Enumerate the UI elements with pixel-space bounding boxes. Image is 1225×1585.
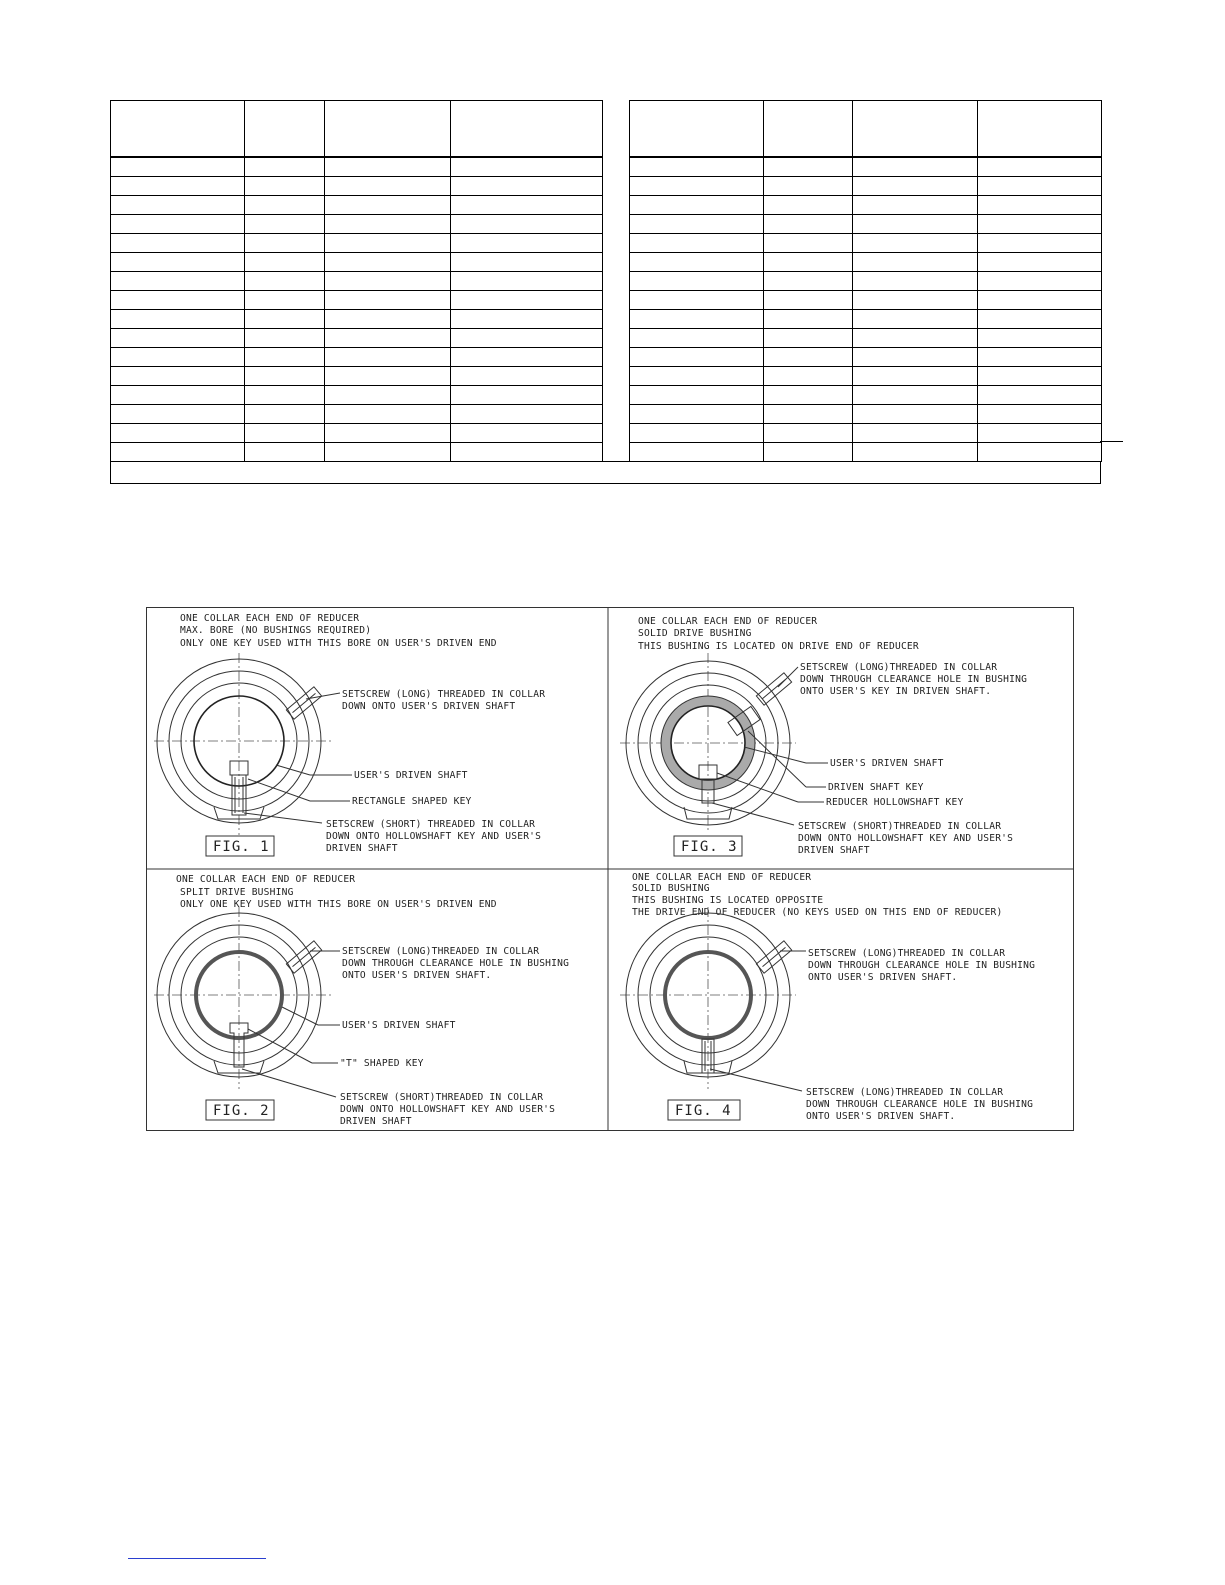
table-cell bbox=[978, 157, 1102, 177]
table-cell bbox=[451, 367, 603, 386]
table-cell bbox=[325, 310, 451, 329]
table-header-cell bbox=[978, 101, 1102, 158]
table-row bbox=[630, 253, 1102, 272]
table-cell bbox=[764, 253, 853, 272]
table-row bbox=[111, 348, 603, 367]
table-cell bbox=[978, 234, 1102, 253]
fig3-callout-short-setscrew-1: SETSCREW (SHORT)THREADED IN COLLAR bbox=[798, 821, 1002, 832]
fig2-callout-short-setscrew-3: DRIVEN SHAFT bbox=[340, 1116, 412, 1127]
table-cell bbox=[630, 367, 764, 386]
table-cell bbox=[630, 310, 764, 329]
fig4-callout-long-setscrew-a-3: ONTO USER'S DRIVEN SHAFT. bbox=[808, 972, 958, 983]
fig2-callout-t-key: "T" SHAPED KEY bbox=[340, 1058, 424, 1069]
table-row bbox=[630, 177, 1102, 196]
table-cell bbox=[325, 291, 451, 310]
table-cell bbox=[325, 157, 451, 177]
fig4-callout-long-setscrew-b-3: ONTO USER'S DRIVEN SHAFT. bbox=[806, 1111, 956, 1122]
table-cell bbox=[325, 443, 451, 462]
table-row bbox=[630, 196, 1102, 215]
table-cell bbox=[111, 424, 245, 443]
table-cell bbox=[245, 196, 325, 215]
table-cell bbox=[111, 234, 245, 253]
table-cell bbox=[451, 215, 603, 234]
table-cell bbox=[853, 291, 978, 310]
table-cell bbox=[245, 424, 325, 443]
fig2-label: FIG. 2 bbox=[213, 1103, 270, 1119]
table-cell bbox=[630, 424, 764, 443]
table-cell bbox=[630, 443, 764, 462]
table-cell bbox=[111, 177, 245, 196]
table-cell bbox=[978, 253, 1102, 272]
table-cell bbox=[111, 196, 245, 215]
table-row bbox=[630, 310, 1102, 329]
table-row bbox=[630, 348, 1102, 367]
blank-table-right bbox=[629, 100, 1102, 462]
fig4-callout-long-setscrew-a-2: DOWN THROUGH CLEARANCE HOLE IN BUSHING bbox=[808, 960, 1036, 971]
table-cell bbox=[764, 367, 853, 386]
table-cell bbox=[111, 329, 245, 348]
fig4-callout-long-setscrew-b-1: SETSCREW (LONG)THREADED IN COLLAR bbox=[806, 1087, 1004, 1098]
table-header-cell bbox=[853, 101, 978, 158]
table-cell bbox=[111, 215, 245, 234]
table-cell bbox=[853, 348, 978, 367]
fig3-callout-short-setscrew-2: DOWN ONTO HOLLOWSHAFT KEY AND USER'S bbox=[798, 833, 1014, 844]
table-cell bbox=[764, 329, 853, 348]
table-cell bbox=[978, 215, 1102, 234]
table-cell bbox=[325, 386, 451, 405]
fig3-callout-short-setscrew-3: DRIVEN SHAFT bbox=[798, 845, 870, 856]
table-cell bbox=[245, 291, 325, 310]
table-cell bbox=[245, 234, 325, 253]
table-cell bbox=[451, 196, 603, 215]
table-cell bbox=[111, 157, 245, 177]
table-cell bbox=[978, 329, 1102, 348]
table-cell bbox=[853, 310, 978, 329]
fig2-header-line-2: SPLIT DRIVE BUSHING bbox=[180, 887, 294, 898]
table-row bbox=[630, 234, 1102, 253]
table-cell bbox=[451, 424, 603, 443]
table-cell bbox=[764, 443, 853, 462]
table-cell bbox=[978, 177, 1102, 196]
table-cell bbox=[325, 405, 451, 424]
table-row bbox=[111, 386, 603, 405]
fig1-callout-rectangle-key: RECTANGLE SHAPED KEY bbox=[352, 796, 472, 807]
fig3-header-line-3: THIS BUSHING IS LOCATED ON DRIVE END OF REDUCER bbox=[638, 641, 919, 652]
table-cell bbox=[764, 291, 853, 310]
table-row bbox=[111, 196, 603, 215]
fig2-header-line-1: ONE COLLAR EACH END OF REDUCER bbox=[176, 874, 356, 885]
table-cell bbox=[764, 310, 853, 329]
fig2-callout-long-setscrew-1: SETSCREW (LONG)THREADED IN COLLAR bbox=[342, 946, 540, 957]
table-cell bbox=[978, 348, 1102, 367]
table-cell bbox=[853, 367, 978, 386]
table-cell bbox=[111, 443, 245, 462]
collar-figure-panel bbox=[146, 607, 1074, 1131]
table-cell bbox=[853, 196, 978, 215]
table-cell bbox=[111, 367, 245, 386]
table-cell bbox=[451, 157, 603, 177]
table-cell bbox=[630, 196, 764, 215]
fig3-callout-long-setscrew-2: DOWN THROUGH CLEARANCE HOLE IN BUSHING bbox=[800, 674, 1028, 685]
table-cell bbox=[853, 253, 978, 272]
table-cell bbox=[111, 272, 245, 291]
table-cell bbox=[630, 386, 764, 405]
table-cell bbox=[978, 443, 1102, 462]
table-cell bbox=[630, 405, 764, 424]
table-cell bbox=[853, 329, 978, 348]
table-row bbox=[111, 443, 603, 462]
table-cell bbox=[111, 291, 245, 310]
table-cell bbox=[325, 348, 451, 367]
table-cell bbox=[111, 310, 245, 329]
table-cell bbox=[978, 405, 1102, 424]
table-cell bbox=[764, 272, 853, 291]
table-cell bbox=[978, 291, 1102, 310]
table-cell bbox=[325, 272, 451, 291]
table-cell bbox=[245, 177, 325, 196]
table-row bbox=[111, 329, 603, 348]
fig1-callout-driven-shaft: USER'S DRIVEN SHAFT bbox=[354, 770, 468, 781]
fig3-header-line-1: ONE COLLAR EACH END OF REDUCER bbox=[638, 616, 818, 627]
table-cell bbox=[978, 424, 1102, 443]
table-row bbox=[630, 157, 1102, 177]
table-cell bbox=[325, 234, 451, 253]
fig2-callout-short-setscrew-2: DOWN ONTO HOLLOWSHAFT KEY AND USER'S bbox=[340, 1104, 556, 1115]
table-cell bbox=[853, 443, 978, 462]
table-row bbox=[111, 234, 603, 253]
table-cell bbox=[853, 157, 978, 177]
table-cell bbox=[325, 424, 451, 443]
table-cell bbox=[245, 310, 325, 329]
table-cell bbox=[325, 367, 451, 386]
table-cell bbox=[451, 310, 603, 329]
fig1-header-line-3: ONLY ONE KEY USED WITH THIS BORE ON USER'S DRIVEN END bbox=[180, 638, 497, 649]
table-header-cell bbox=[325, 101, 451, 158]
table-cell bbox=[764, 177, 853, 196]
fig2-header-line-3: ONLY ONE KEY USED WITH THIS BORE ON USER'S DRIVEN END bbox=[180, 899, 497, 910]
table-cell bbox=[853, 405, 978, 424]
fig1-callout-short-setscrew-3: DRIVEN SHAFT bbox=[326, 843, 398, 854]
table-cell bbox=[630, 348, 764, 367]
table-row bbox=[111, 405, 603, 424]
table-cell bbox=[245, 215, 325, 234]
table-cell bbox=[764, 215, 853, 234]
table-cell bbox=[630, 215, 764, 234]
table-cell bbox=[764, 405, 853, 424]
table-row bbox=[630, 443, 1102, 462]
table-footer-row bbox=[110, 461, 1101, 484]
table-cell bbox=[451, 348, 603, 367]
table-cell bbox=[764, 348, 853, 367]
table-row bbox=[111, 157, 603, 177]
table-row bbox=[111, 215, 603, 234]
fig1-callout-long-setscrew-1: SETSCREW (LONG) THREADED IN COLLAR bbox=[342, 689, 546, 700]
table-cell bbox=[853, 424, 978, 443]
table-cell bbox=[451, 386, 603, 405]
table-cell bbox=[764, 234, 853, 253]
fig1-header-line-1: ONE COLLAR EACH END OF REDUCER bbox=[180, 613, 360, 624]
table-cell bbox=[853, 177, 978, 196]
table-cell bbox=[978, 196, 1102, 215]
table-cell bbox=[111, 348, 245, 367]
table-cell bbox=[111, 386, 245, 405]
table-cell bbox=[451, 291, 603, 310]
table-header-cell bbox=[245, 101, 325, 158]
fig2-callout-long-setscrew-2: DOWN THROUGH CLEARANCE HOLE IN BUSHING bbox=[342, 958, 570, 969]
table-cell bbox=[853, 272, 978, 291]
table-row bbox=[111, 177, 603, 196]
table-cell bbox=[630, 291, 764, 310]
table-cell bbox=[853, 234, 978, 253]
table-cell bbox=[451, 177, 603, 196]
table-cell bbox=[978, 310, 1102, 329]
fig3-callout-long-setscrew-3: ONTO USER'S KEY IN DRIVEN SHAFT. bbox=[800, 686, 992, 697]
fig1-callout-long-setscrew-2: DOWN ONTO USER'S DRIVEN SHAFT bbox=[342, 701, 516, 712]
table-header-row bbox=[630, 101, 1102, 158]
table-cell bbox=[245, 367, 325, 386]
fig2-callout-long-setscrew-3: ONTO USER'S DRIVEN SHAFT. bbox=[342, 970, 492, 981]
fig4-label: FIG. 4 bbox=[675, 1103, 732, 1119]
table-cell bbox=[325, 253, 451, 272]
fig4-header-line-2: SOLID BUSHING bbox=[632, 883, 710, 894]
table-cell bbox=[111, 253, 245, 272]
fig1-callout-short-setscrew-2: DOWN ONTO HOLLOWSHAFT KEY AND USER'S bbox=[326, 831, 542, 842]
fig2-callout-driven-shaft: USER'S DRIVEN SHAFT bbox=[342, 1020, 456, 1031]
table-cell bbox=[451, 443, 603, 462]
fig4-callout-long-setscrew-a-1: SETSCREW (LONG)THREADED IN COLLAR bbox=[808, 948, 1006, 959]
table-row bbox=[630, 424, 1102, 443]
table-cell bbox=[325, 215, 451, 234]
table-cell bbox=[978, 386, 1102, 405]
blank-table-left bbox=[110, 100, 603, 462]
table-cell bbox=[630, 329, 764, 348]
fig1-callout-short-setscrew-1: SETSCREW (SHORT) THREADED IN COLLAR bbox=[326, 819, 536, 830]
table-row bbox=[111, 272, 603, 291]
table-row bbox=[111, 367, 603, 386]
table-row bbox=[630, 386, 1102, 405]
table-header-cell bbox=[630, 101, 764, 158]
table-row bbox=[111, 291, 603, 310]
table-cell bbox=[630, 234, 764, 253]
table-cell bbox=[245, 443, 325, 462]
table-cell bbox=[245, 329, 325, 348]
fig3-callout-driven-shaft: USER'S DRIVEN SHAFT bbox=[830, 758, 944, 769]
table-row bbox=[111, 424, 603, 443]
table-cell bbox=[764, 424, 853, 443]
table-header-cell bbox=[111, 101, 245, 158]
table-row bbox=[630, 272, 1102, 291]
table-row bbox=[630, 291, 1102, 310]
table-cell bbox=[764, 157, 853, 177]
table-cell bbox=[111, 405, 245, 424]
fig4-header-line-3: THIS BUSHING IS LOCATED OPPOSITE bbox=[632, 895, 824, 906]
table-cell bbox=[764, 386, 853, 405]
fig1-label: FIG. 1 bbox=[213, 839, 270, 855]
table-cell bbox=[325, 196, 451, 215]
table-row bbox=[630, 367, 1102, 386]
table-header-row bbox=[111, 101, 603, 158]
table-cell bbox=[245, 157, 325, 177]
table-cell bbox=[245, 348, 325, 367]
footer-link-underline bbox=[128, 1558, 266, 1559]
table-cell bbox=[245, 405, 325, 424]
table-cell bbox=[245, 272, 325, 291]
table-header-cell bbox=[451, 101, 603, 158]
table-row bbox=[111, 253, 603, 272]
fig3-label: FIG. 3 bbox=[681, 839, 738, 855]
fig4-callout-long-setscrew-b-2: DOWN THROUGH CLEARANCE HOLE IN BUSHING bbox=[806, 1099, 1034, 1110]
table-cell bbox=[853, 386, 978, 405]
table-cell bbox=[978, 272, 1102, 291]
fig1-header-line-2: MAX. BORE (NO BUSHINGS REQUIRED) bbox=[180, 625, 372, 636]
table-cell bbox=[978, 367, 1102, 386]
fig4-header-line-1: ONE COLLAR EACH END OF REDUCER bbox=[632, 872, 812, 883]
table-row bbox=[630, 405, 1102, 424]
stray-rule bbox=[1100, 441, 1123, 442]
fig3-header-line-2: SOLID DRIVE BUSHING bbox=[638, 628, 752, 639]
fig3-callout-hollowshaft-key: REDUCER HOLLOWSHAFT KEY bbox=[826, 797, 964, 808]
table-cell bbox=[451, 405, 603, 424]
table-cell bbox=[630, 177, 764, 196]
fig2-callout-short-setscrew-1: SETSCREW (SHORT)THREADED IN COLLAR bbox=[340, 1092, 544, 1103]
table-cell bbox=[451, 329, 603, 348]
table-cell bbox=[245, 253, 325, 272]
table-cell bbox=[451, 253, 603, 272]
table-cell bbox=[451, 272, 603, 291]
table-cell bbox=[853, 215, 978, 234]
table-cell bbox=[245, 386, 325, 405]
fig3-callout-long-setscrew-1: SETSCREW (LONG)THREADED IN COLLAR bbox=[800, 662, 998, 673]
fig4-header-line-4: THE DRIVE END OF REDUCER (NO KEYS USED ON THIS END OF REDUCER) bbox=[632, 907, 1003, 918]
table-cell bbox=[325, 177, 451, 196]
table-cell bbox=[451, 234, 603, 253]
table-row bbox=[630, 329, 1102, 348]
table-header-cell bbox=[764, 101, 853, 158]
table-row bbox=[630, 215, 1102, 234]
table-cell bbox=[630, 157, 764, 177]
table-cell bbox=[764, 196, 853, 215]
table-cell bbox=[325, 329, 451, 348]
table-cell bbox=[630, 272, 764, 291]
table-cell bbox=[630, 253, 764, 272]
fig3-callout-driven-shaft-key: DRIVEN SHAFT KEY bbox=[828, 782, 924, 793]
table-row bbox=[111, 310, 603, 329]
